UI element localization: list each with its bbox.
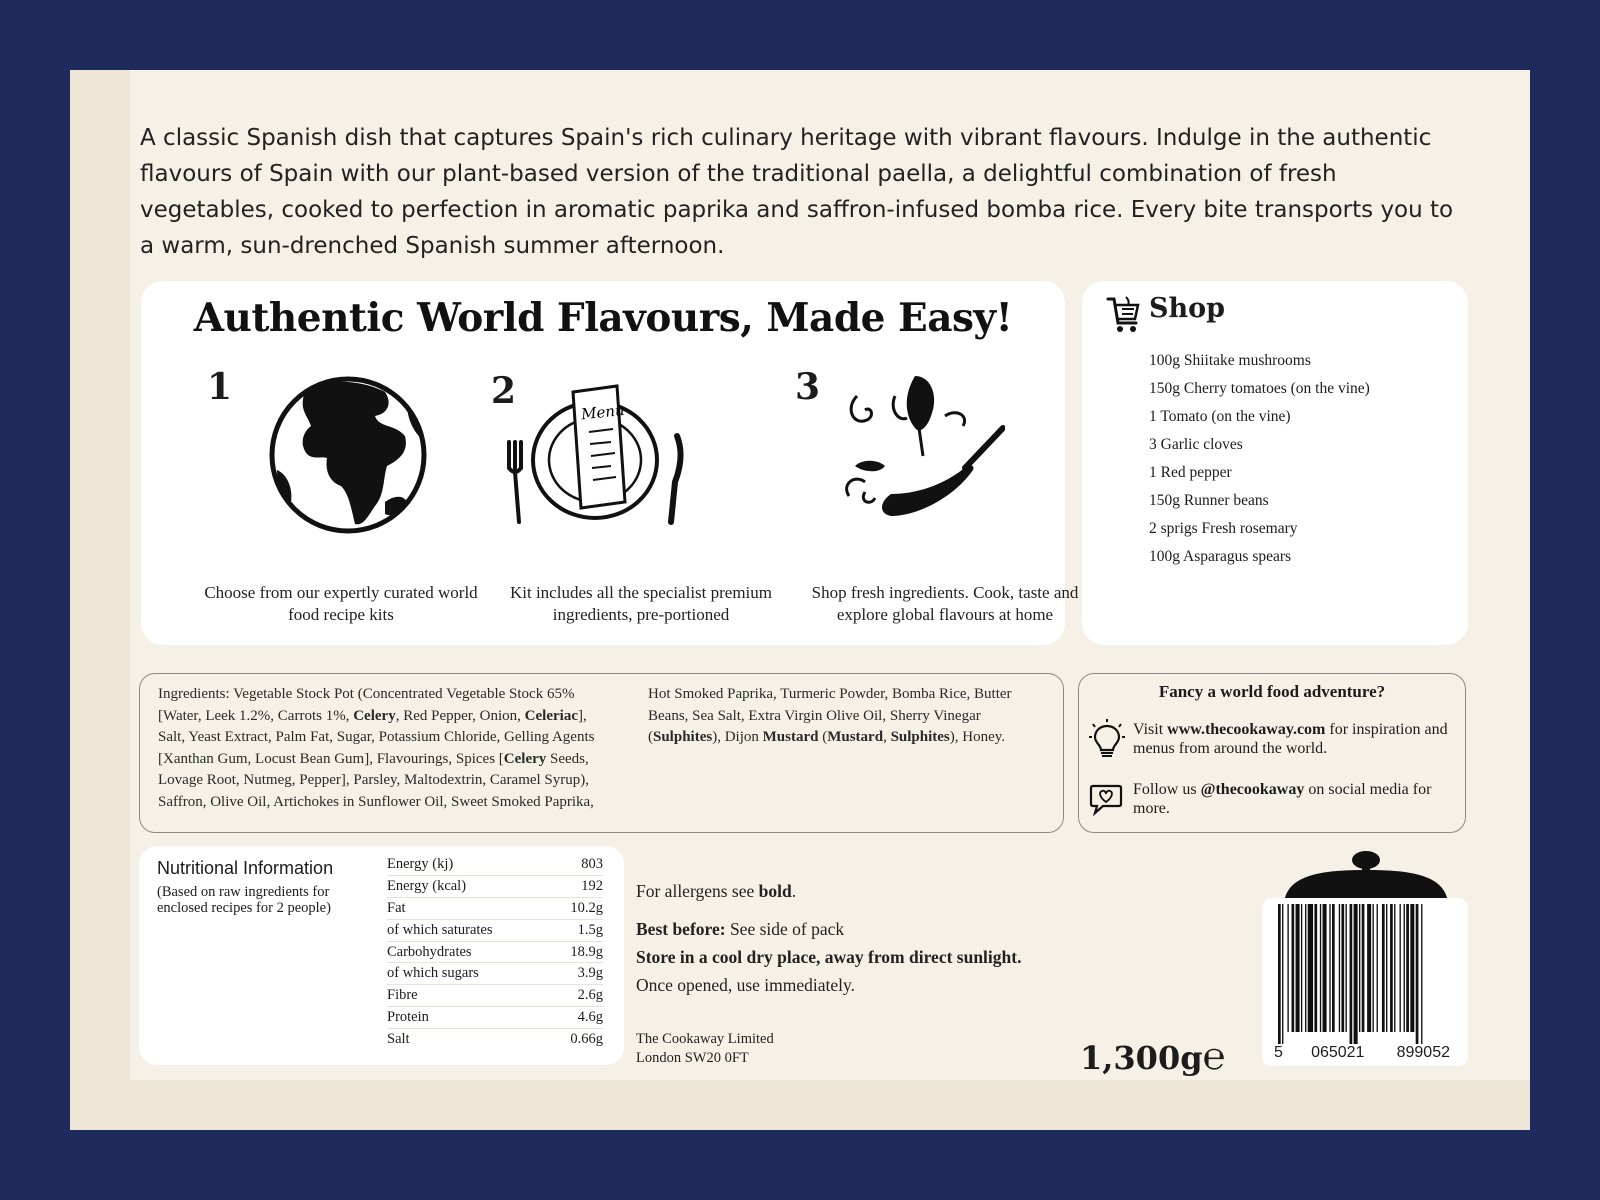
barcode-bar xyxy=(1301,904,1302,1032)
nutrient-value: 0.66g xyxy=(570,1031,603,1048)
table-row xyxy=(387,985,603,1007)
barcode-bar xyxy=(1416,904,1419,1050)
ingredients-text: Vegetable Stock Pot (Concentrated Vegetable Stock 65% xyxy=(233,686,575,702)
barcode-bar xyxy=(1332,904,1335,1032)
barcode-bar xyxy=(1308,904,1313,1032)
nutrient-name: Fat xyxy=(387,897,552,919)
shop-item: 100g Asparagus spears xyxy=(1149,548,1292,565)
barcode-bar xyxy=(1305,904,1306,1032)
barcode-bar xyxy=(1354,904,1358,1050)
ingredients-text: Hot Smoked Paprika, Turmeric Powder, Bomba Rice, Butter xyxy=(648,686,1012,702)
barcode-bar xyxy=(1373,904,1374,1032)
follow-text xyxy=(1133,780,1453,818)
allergen-note-text: For allergens see xyxy=(636,881,759,901)
shopping-cart-icon xyxy=(1104,295,1142,335)
table-row xyxy=(387,875,603,897)
nutrient-value: 4.6g xyxy=(552,1007,603,1029)
step-number: 2 xyxy=(491,370,517,412)
chat-heart-icon xyxy=(1089,782,1123,816)
table-row xyxy=(387,897,603,919)
allergen-text: Mustard xyxy=(827,729,884,745)
wok-icon xyxy=(835,366,1005,536)
nutrient-name: of which saturates xyxy=(387,919,552,941)
nutrient-name: Carbohydrates xyxy=(387,941,552,963)
barcode-digit-group: 899052 xyxy=(1391,1044,1456,1062)
nutrient-name: Energy (kcal) xyxy=(387,875,552,897)
barcode-bar xyxy=(1346,904,1347,1032)
barcode-bar xyxy=(1386,904,1387,1032)
barcode-bar xyxy=(1367,904,1371,1032)
shop-item: 150g Runner beans xyxy=(1149,492,1269,509)
table-row xyxy=(387,919,603,941)
allergen-text: Celeriac xyxy=(524,707,578,724)
allergen-text: Sulphites xyxy=(890,729,950,745)
barcode-bar xyxy=(1359,904,1360,1032)
barcode-bar xyxy=(1292,904,1295,1032)
barcode-bar xyxy=(1410,904,1414,1032)
barcode-bar xyxy=(1404,904,1405,1032)
estimated-sign: ℮ xyxy=(1202,1034,1226,1078)
step-number: 3 xyxy=(795,366,821,408)
ingredients-text: ), Dijon xyxy=(712,729,763,745)
table-row xyxy=(387,1007,603,1029)
ingredients-text: [Xanthan Gum, Locust Bean Gum], Flavourings, Spices [ xyxy=(158,750,504,767)
allergen-note xyxy=(636,881,796,902)
table-row xyxy=(387,941,603,963)
ingredients-text: ], xyxy=(577,707,587,724)
nutrient-name: Fibre xyxy=(387,985,552,1007)
weight-value: 1,300g xyxy=(1080,1039,1203,1077)
nutrient-value: 18.9g xyxy=(552,941,603,963)
follow-pre: Follow us xyxy=(1133,781,1201,798)
visit-pre: Visit xyxy=(1133,721,1168,738)
step-caption: Shop fresh ingredients. Cook, taste and explore global flavours at home xyxy=(811,583,1079,624)
nutrient-name: Protein xyxy=(387,1007,552,1029)
visit-text xyxy=(1133,720,1453,758)
barcode-bar xyxy=(1287,904,1288,1032)
barcode xyxy=(1262,898,1468,1066)
net-weight xyxy=(1080,1034,1225,1079)
shop-item: 2 sprigs Fresh rosemary xyxy=(1149,520,1298,537)
step-caption: Kit includes all the specialist premium ingredients, pre-portioned xyxy=(509,583,773,624)
adventure-title: Fancy a world food adventure? xyxy=(1158,682,1386,701)
barcode-bar xyxy=(1382,904,1385,1032)
ingredients-text: Saffron, Olive Oil, Artichokes in Sunflower Oil, Sweet Smoked Paprika, xyxy=(158,793,594,810)
barcode-bar xyxy=(1394,904,1395,1032)
best-before xyxy=(636,919,844,940)
intro-text: A classic Spanish dish that captures Spain's rich culinary heritage with vibrant flavours. Indulge in the authentic flavours of Spain with our plant-based version of the traditional paella, a delightful combination of fresh vegetables, cooked to perfection in aromatic paprika and saffron-infused bomba rice. Every bite transports you to a warm, sun-drenched Spanish summer afternoon. xyxy=(140,125,1454,259)
shop-item: 150g Cherry tomatoes (on the vine) xyxy=(1149,380,1370,397)
barcode-bar xyxy=(1339,904,1340,1032)
ingredients-text: Salt, Yeast Extract, Palm Fat, Sugar, Potassium Chloride, Gelling Agents xyxy=(158,729,595,745)
step-number: 1 xyxy=(207,366,233,408)
how-it-works-title: Authentic World Flavours, Made Easy! xyxy=(193,295,1013,341)
shop-item: 1 Red pepper xyxy=(1149,464,1232,481)
nutrient-value: 803 xyxy=(552,854,603,875)
follow-post: on social media for more. xyxy=(1133,781,1432,817)
allergen-note-end: . xyxy=(791,881,797,901)
barcode-bar xyxy=(1400,904,1401,1032)
barcode-bar xyxy=(1341,904,1344,1032)
ingredients-text: , Red Pepper, Onion, xyxy=(395,707,525,724)
barcode-bar xyxy=(1320,904,1321,1032)
nutrition-subtitle: (Based on raw ingredients for enclosed recipes for 2 people) xyxy=(157,884,331,916)
barcode-bar xyxy=(1282,904,1283,1050)
barcode-bar xyxy=(1362,904,1365,1032)
shop-card xyxy=(1082,281,1468,645)
nutrient-name: of which sugars xyxy=(387,963,552,985)
ingredients-box xyxy=(139,673,1064,833)
step-1 xyxy=(191,366,491,626)
ingredients-text: Seeds, xyxy=(546,750,589,767)
adventure-box xyxy=(1078,673,1466,833)
plate-menu-icon xyxy=(499,372,689,532)
shop-item: 3 Garlic cloves xyxy=(1149,436,1243,453)
barcode-digit-group: 065021 xyxy=(1305,1044,1370,1062)
nutrient-value: 192 xyxy=(552,875,603,897)
nutrition-title: Nutritional Information xyxy=(157,858,334,878)
how-it-works-card xyxy=(141,281,1079,645)
barcode-bar xyxy=(1329,904,1330,1032)
nutrition-table xyxy=(387,854,603,1050)
nutrition-card xyxy=(139,846,624,1065)
table-row xyxy=(387,963,603,985)
step-caption: Choose from our expertly curated world food recipe kits xyxy=(204,583,478,624)
step-3 xyxy=(795,366,1095,626)
ingredients-text: [Water, Leek 1.2%, Carrots 1%, xyxy=(158,707,354,724)
barcode-bar xyxy=(1406,904,1409,1032)
nutrient-value: 1.5g xyxy=(552,919,603,941)
nutrient-value: 2.6g xyxy=(552,985,603,1007)
allergen-text: Celery xyxy=(353,707,396,724)
globe-icon xyxy=(267,374,429,536)
shop-title: Shop xyxy=(1149,293,1226,324)
ingredients-text: ), Honey. xyxy=(949,729,1006,745)
visit-post: for inspiration and menus from around the world. xyxy=(1133,721,1448,757)
table-row xyxy=(387,1029,603,1050)
ingredients-text: Lovage Root, Nutmeg, Pepper], Parsley, Maltodextrin, Caramel Syrup), xyxy=(158,772,590,788)
best-before-value: See side of pack xyxy=(725,919,845,939)
barcode-digits xyxy=(1272,1044,1456,1062)
barcode-bar xyxy=(1314,904,1317,1032)
lightbulb-icon xyxy=(1089,718,1125,760)
shop-list xyxy=(1149,347,1370,571)
ingredients-column-left xyxy=(158,684,628,813)
allergen-text: Sulphites xyxy=(653,729,713,745)
allergen-text: Celery xyxy=(503,750,547,767)
ingredients-text: Beans, Sea Salt, Extra Virgin Olive Oil, Sherry Vinegar xyxy=(648,707,981,724)
barcode-bar xyxy=(1421,904,1422,1050)
shop-item: 1 Tomato (on the vine) xyxy=(1149,408,1291,425)
barcode-bar xyxy=(1296,904,1300,1032)
barcode-bars xyxy=(1272,904,1458,1050)
nutrient-name: Salt xyxy=(387,1031,410,1048)
company-name: The Cookaway Limited xyxy=(636,1031,774,1047)
company-address: London SW20 0FT xyxy=(636,1050,749,1066)
website-link[interactable]: www.thecookaway.com xyxy=(1167,721,1326,738)
ingredients-label: Ingredients: xyxy=(158,686,230,702)
ingredients-column-right xyxy=(648,684,1048,749)
barcode-bar xyxy=(1377,904,1378,1032)
ingredients-text: ( xyxy=(648,729,653,745)
opened-note: Once opened, use immediately. xyxy=(636,975,855,995)
barcode-digit-group: 5 xyxy=(1274,1044,1283,1061)
menu-text: Menu xyxy=(580,400,626,424)
nutrient-name: Energy (kj) xyxy=(387,854,552,875)
storage-note: Store in a cool dry place, away from direct sunlight. xyxy=(636,947,1022,967)
barcode-bar xyxy=(1278,904,1281,1050)
ingredients-text: ( xyxy=(818,729,828,745)
barcode-bar xyxy=(1390,904,1393,1032)
shop-item: 100g Shiitake mushrooms xyxy=(1149,352,1311,369)
step-2 xyxy=(491,366,791,626)
barcode-bar xyxy=(1323,904,1327,1032)
best-before-label: Best before: xyxy=(636,919,726,939)
table-row xyxy=(387,854,603,875)
nutrient-value: 10.2g xyxy=(552,897,603,919)
nutrient-value: 3.9g xyxy=(552,963,603,985)
social-handle[interactable]: @thecookaway xyxy=(1200,781,1305,798)
barcode-bar xyxy=(1350,904,1353,1050)
allergen-text: Mustard xyxy=(762,729,819,745)
ingredients-text: , xyxy=(883,729,891,745)
allergen-note-bold: bold xyxy=(758,881,792,901)
